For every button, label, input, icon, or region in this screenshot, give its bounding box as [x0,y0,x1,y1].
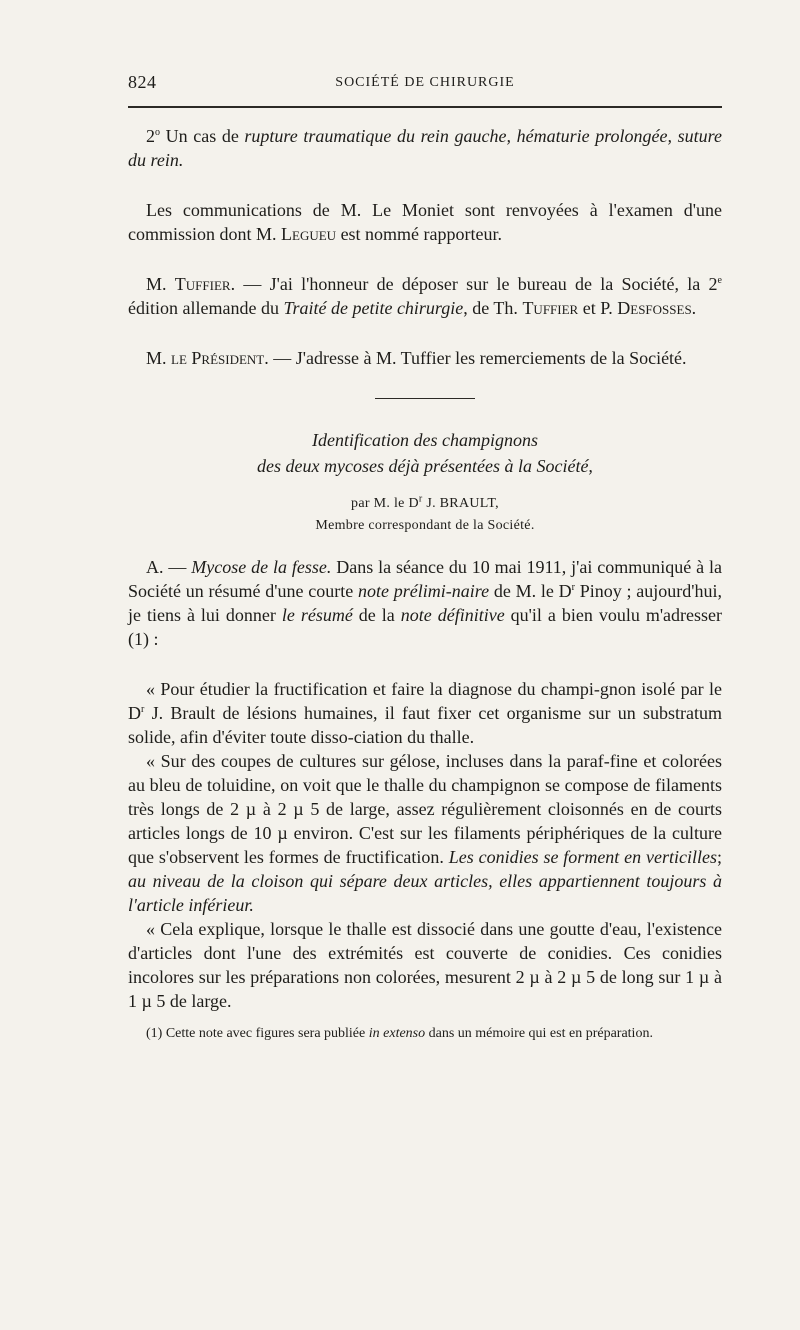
paragraph-communications: Les communications de M. Le Moniet sont renvoyées à l'examen d'une commission dont M. Legueu est nommé rapporteur. [128,200,722,244]
quote-paragraph-3: « Cela explique, lorsque le thalle est dissocié dans une goutte d'eau, l'existence d'articles dont l'une des extrémités est couverte de conidies. Ces conidies incolores sur les préparations non colorées, mesurent 2 µ à 2 µ 5 de long sur 1 µ à 1 µ 5 de large. [128,919,722,1011]
footnote-text: (1) Cette note avec figures sera publiée in extenso dans un mémoire qui est en préparation. [146,1026,653,1041]
footnote [128,1023,722,1044]
author-line: par M. le $D^r$ J. BRAULT, [351,493,499,511]
running-head: SOCIÉTÉ DE CHIRURGIE [335,75,515,90]
page-header [128,72,722,96]
article-title-line-2: des deux mycoses déjà présentées à la Société, [257,456,593,476]
body-text [128,124,722,1044]
page-number: 824 [128,72,157,92]
header-rule [128,106,722,108]
quote-paragraph-2: « Sur des coupes de cultures sur gélose, incluses dans la paraf-fine et colorées au bleu de toluidine, on voit que le thalle du champignon se compose de filaments très longs de 2 µ à 2 µ 5 de large, assez régulièrement cloisonnés en de courts articles longs de 10 µ environ. C'est sur les filaments périphériques de la culture que s'observent les formes de fructification. Les conidies se forment en verticilles; au niveau de la cloison qui sépare deux articles, elles appartiennent toujours à l'article inférieur. [128,751,722,915]
quote-paragraph-1: « Pour étudier la fructification et faire la diagnose du champi-gnon isolé par le $D^r$ J. Brault de lésions humaines, il faut fixer cet organisme sur un substratum solide, afin d'éviter toute disso-ciation du thalle. [128,679,722,747]
case-item-2: 2$^o$ Un cas de rupture traumatique du rein gauche, hématurie prolongée, suture du rein. [128,126,722,170]
article-title [128,427,722,479]
paragraph-tuffier: M. Tuffier. — J'ai l'honneur de déposer sur le bureau de la Société, la 2e édition allemande du Traité de petite chirurgie, de Th. Tuffier et P. Desfosses. [128,274,722,318]
paragraph-president: M. le Président. — J'adresse à M. Tuffier les remerciements de la Société. [146,348,687,368]
article-byline [128,493,722,537]
author-role: Membre correspondant de la Société. [315,518,535,533]
paragraph-mycose-fesse: A. — Mycose de la fesse. Dans la séance du 10 mai 1911, j'ai communiqué à la Société un résumé d'une courte note prélimi-naire de M. le $D^r$ Pinoy ; aujourd'hui, je tiens à lui donner le résumé de la note définitive qu'il a bien voulu m'adresser (1) : [128,557,723,649]
article-title-line-1: Identification des champignons [312,430,538,450]
